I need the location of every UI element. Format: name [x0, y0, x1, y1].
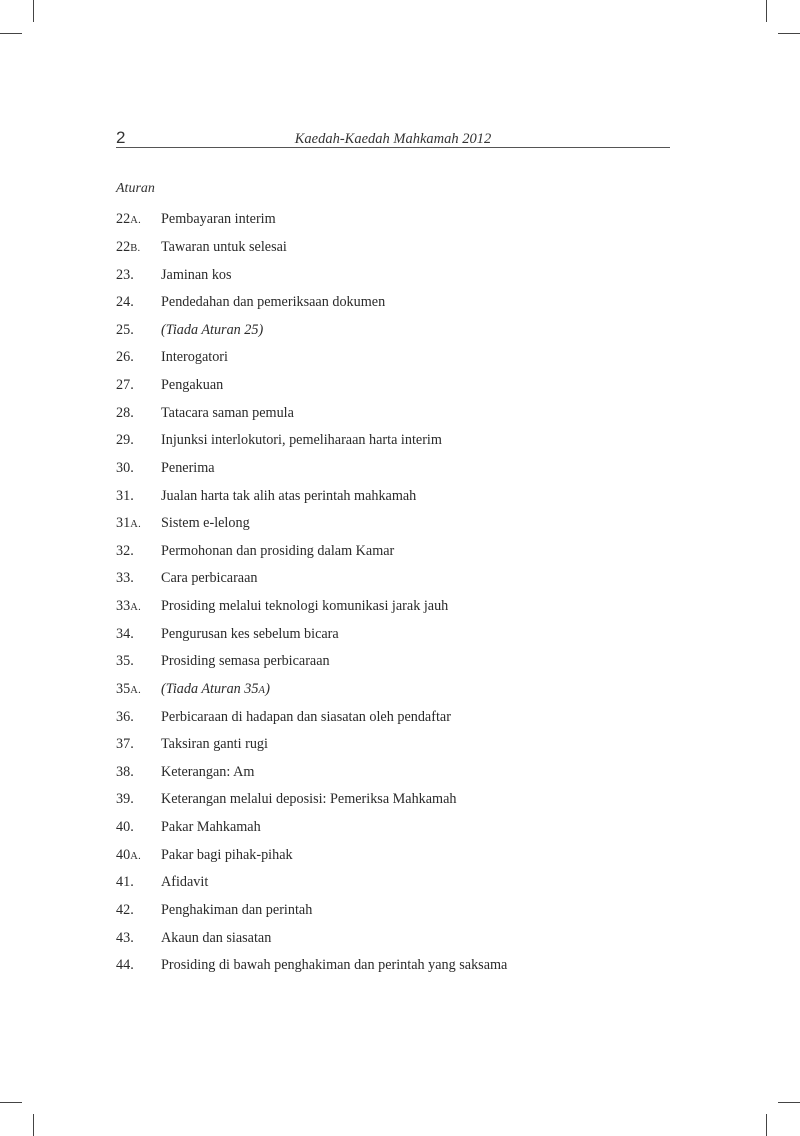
crop-mark [33, 0, 34, 22]
contents-entry [116, 372, 676, 400]
entry-title: Taksiran ganti rugi [161, 736, 268, 753]
entry-number: 36. [116, 708, 134, 725]
entry-number: 42. [116, 901, 134, 918]
entry-title: Prosiding di bawah penghakiman dan perintah yang saksama [161, 957, 508, 974]
entry-number: 28. [116, 404, 134, 421]
entry-number: 40. [116, 819, 134, 836]
contents-entry [116, 565, 676, 593]
entry-title: Tawaran untuk selesai [161, 238, 287, 255]
page-number: 2 [116, 128, 126, 147]
contents-entry [116, 427, 676, 455]
entry-number: 35. [116, 653, 134, 670]
entry-title: Jualan harta tak alih atas perintah mahkamah [161, 487, 417, 504]
entry-title: Pengakuan [161, 377, 224, 394]
entry-title: Penerima [161, 459, 215, 476]
contents-entry [116, 869, 676, 897]
entry-number: 33A. [116, 598, 141, 615]
contents-entry [116, 731, 676, 759]
entry-number: 44. [116, 957, 134, 974]
crop-mark [766, 0, 767, 22]
contents-entry [116, 593, 676, 621]
entry-number: 40A. [116, 846, 141, 863]
contents-entry [116, 234, 676, 262]
entry-number: 32. [116, 542, 134, 559]
entry-title: (Tiada Aturan 35A) [161, 680, 270, 697]
section-label: Aturan [116, 181, 155, 196]
contents-entry [116, 759, 676, 787]
entry-title: Prosiding melalui teknologi komunikasi jarak jauh [161, 598, 449, 615]
entry-number: 27. [116, 377, 134, 394]
contents-entry [116, 676, 676, 704]
running-title: Kaedah-Kaedah Mahkamah 2012 [294, 131, 492, 147]
entry-title: Pakar Mahkamah [161, 819, 261, 836]
entry-title: Penghakiman dan perintah [161, 901, 313, 918]
page-header [116, 128, 670, 148]
entry-title: Pendedahan dan pemeriksaan dokumen [161, 294, 386, 311]
contents-entry [116, 482, 676, 510]
entry-number: 22B. [116, 238, 141, 255]
contents-entry [116, 814, 676, 842]
contents-entry [116, 703, 676, 731]
crop-mark [33, 1114, 34, 1136]
contents-entry [116, 538, 676, 566]
entry-number: 23. [116, 266, 134, 283]
entry-title: Jaminan kos [161, 266, 232, 283]
entry-number: 37. [116, 736, 134, 753]
entry-title: Pembayaran interim [161, 211, 276, 228]
entry-number: 39. [116, 791, 134, 808]
entry-number: 38. [116, 763, 134, 780]
entry-number: 43. [116, 929, 134, 946]
crop-mark [766, 1114, 767, 1136]
entry-title: Keterangan melalui deposisi: Pemeriksa Mahkamah [161, 791, 457, 808]
entry-title: Akaun dan siasatan [161, 929, 272, 946]
entry-title: Interogatori [161, 349, 228, 366]
contents-entry [116, 620, 676, 648]
entry-number: 33. [116, 570, 134, 587]
entry-number: 41. [116, 874, 134, 891]
crop-mark [778, 1102, 800, 1103]
contents-entry [116, 317, 676, 345]
contents-entry [116, 344, 676, 372]
contents-entry [116, 510, 676, 538]
contents-entry [116, 206, 676, 234]
entry-title: Prosiding semasa perbicaraan [161, 653, 330, 670]
header-rule [116, 147, 670, 148]
contents-entry [116, 261, 676, 289]
crop-mark [0, 33, 22, 34]
entry-title: Pengurusan kes sebelum bicara [161, 625, 339, 642]
contents-entry [116, 897, 676, 925]
entry-number: 25. [116, 321, 134, 338]
contents-entry [116, 399, 676, 427]
crop-mark [0, 1102, 22, 1103]
contents-entry [116, 924, 676, 952]
crop-mark [778, 33, 800, 34]
entry-title: Cara perbicaraan [161, 570, 258, 587]
entry-title: (Tiada Aturan 25) [161, 321, 264, 338]
contents-entry [116, 648, 676, 676]
contents-list [116, 206, 676, 980]
entry-number: 31. [116, 487, 134, 504]
entry-title: Permohonan dan prosiding dalam Kamar [161, 542, 395, 559]
entry-title: Tatacara saman pemula [161, 404, 294, 421]
contents-entry [116, 952, 676, 980]
entry-number: 29. [116, 432, 134, 449]
contents-entry [116, 786, 676, 814]
contents-entry [116, 289, 676, 317]
entry-number: 34. [116, 625, 134, 642]
entry-number: 35A. [116, 680, 141, 697]
entry-title: Sistem e-lelong [161, 515, 250, 532]
entry-title: Injunksi interlokutori, pemeliharaan harta interim [161, 432, 442, 449]
contents-entry [116, 841, 676, 869]
entry-number: 24. [116, 294, 134, 311]
entry-title: Keterangan: Am [161, 763, 255, 780]
entry-number: 26. [116, 349, 134, 366]
entry-number: 31A. [116, 515, 141, 532]
entry-number: 22A. [116, 211, 141, 228]
entry-title: Afidavit [161, 874, 209, 891]
entry-title: Perbicaraan di hadapan dan siasatan oleh pendaftar [161, 708, 451, 725]
contents-entry [116, 455, 676, 483]
entry-number: 30. [116, 459, 134, 476]
entry-title: Pakar bagi pihak-pihak [161, 846, 293, 863]
